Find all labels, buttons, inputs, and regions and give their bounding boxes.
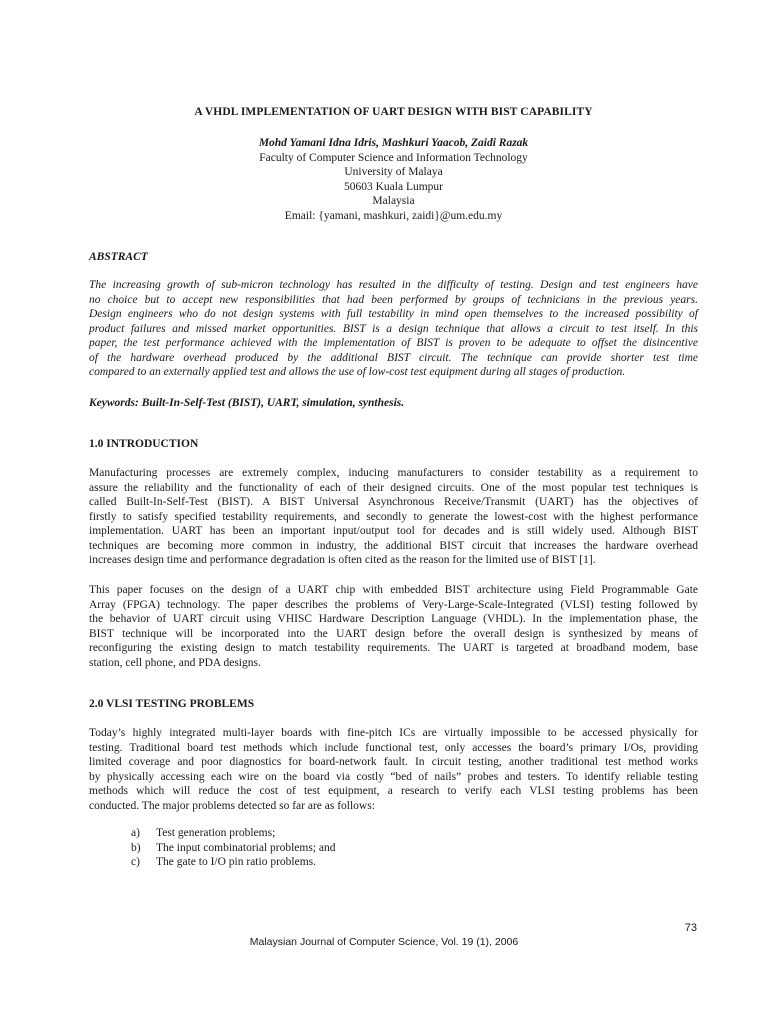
author-block xyxy=(89,136,698,223)
vlsi-line: by physically accessing each wire on the board via costly “bed of nails” probes and testers. To identify reliable testing xyxy=(89,770,698,783)
vlsi-line: testing. Traditional board test methods which include functional test, only accesses the board’s primary I/Os, providing xyxy=(89,741,698,754)
list-marker: b) xyxy=(131,841,141,854)
faculty: Faculty of Computer Science and Information Technology xyxy=(259,151,528,164)
intro-line: the behavior of UART circuit using VHISC Hardware Description Language (VHDL). In the implementation phase, the xyxy=(89,613,698,625)
list-text: The input combinatorial problems; and xyxy=(156,841,336,854)
intro-paragraph-1 xyxy=(89,466,698,568)
abstract-line: The increasing growth of sub-micron technology has resulted in the difficulty of testing. Design and test engineers have xyxy=(89,279,698,291)
list-text: The gate to I/O pin ratio problems. xyxy=(156,856,317,868)
intro-line: increases design time and performance degradation is often cited as the reason for the limited use of BIST [1]. xyxy=(89,554,596,566)
list-item xyxy=(131,855,336,870)
vlsi-paragraph xyxy=(89,726,698,813)
intro-line: Array (FPGA) technology. The paper describes the problems of Very-Large-Scale-Integrated (VLSI) testing followed by xyxy=(89,598,698,611)
authors: Mohd Yamani Idna Idris, Mashkuri Yaacob, Zaidi Razak xyxy=(258,137,529,149)
intro-line: assure the reliability and the functionality of each of their designed circuits. One of the most popular test techniques is xyxy=(89,481,698,494)
intro-line: BIST technique will be incorporated into the UART design before the overall design is synthesized by means of xyxy=(89,627,698,640)
page-number: 73 xyxy=(684,922,697,934)
email: Email: {yamani, mashkuri, zaidi}@um.edu.my xyxy=(284,209,503,222)
intro-heading: 1.0 INTRODUCTION xyxy=(89,438,199,450)
intro-line: implementation. UART has been an important input/output tool for decades and is still widely used. Although BIST xyxy=(89,525,698,537)
abstract-line: of the hardware overhead produced by the additional BIST circuit. The technique can provide shorter test time xyxy=(89,351,698,364)
problem-list xyxy=(131,826,336,870)
paper-title: A VHDL IMPLEMENTATION OF UART DESIGN WITH BIST CAPABILITY xyxy=(194,106,593,118)
abstract-line: product failures and missed market opportunities. BIST is a design technique that allows a circuit to test itself. In this xyxy=(89,322,698,335)
list-text: Test generation problems; xyxy=(156,827,276,839)
abstract-line: paper, the test performance achieved with the implementation of BIST is proven to be adequate to offset the disincentive xyxy=(89,337,698,349)
vlsi-line: methods which will reduce the cost of test equipment, a research to verify each VLSI testing problems has been xyxy=(89,785,698,797)
abstract-line: Design engineers who do not design systems with full testability in mind open themselves to the increased possibility of xyxy=(89,308,698,320)
intro-line: station, cell phone, and PDA designs. xyxy=(89,656,261,669)
list-marker: a) xyxy=(131,827,140,839)
list-marker: c) xyxy=(131,856,140,868)
intro-line: called Built-In-Self-Test (BIST). A BIST Universal Asynchronous Receive/Transmit (UART) has the objectives of xyxy=(89,496,698,508)
list-item xyxy=(131,841,336,856)
keywords: Keywords: Built-In-Self-Test (BIST), UART, simulation, synthesis. xyxy=(89,397,405,409)
postcode-city: 50603 Kuala Lumpur xyxy=(343,180,443,193)
abstract-heading: ABSTRACT xyxy=(89,251,148,263)
intro-line: techniques are becoming more common in industry, the additional BIST circuit that increases the hardware overhead xyxy=(89,539,698,552)
abstract-line: no choice but to accept new responsibilities that had been performed by groups of technicians in the previous years. xyxy=(89,293,698,306)
vlsi-line: limited coverage and poor diagnostics for board-network fault. In circuit testing, another traditional test method works xyxy=(89,756,698,768)
journal-footer: Malaysian Journal of Computer Science, Vol. 19 (1), 2006 xyxy=(249,936,519,948)
intro-line: reconfiguring the existing design to match testability requirements. The UART is targeted at broadband modem, base xyxy=(89,642,698,654)
intro-line: This paper focuses on the design of a UART chip with embedded BIST architecture using Field Programmable Gate xyxy=(89,584,698,596)
university: University of Malaya xyxy=(344,166,443,178)
vlsi-line: Today’s highly integrated multi-layer boards with fine-pitch ICs are virtually impossible to be accessed physically for xyxy=(89,727,698,739)
list-item xyxy=(131,826,336,841)
intro-line: Manufacturing processes are extremely complex, inducing manufacturers to consider testability as a requirement to xyxy=(89,467,698,479)
vlsi-heading: 2.0 VLSI TESTING PROBLEMS xyxy=(89,698,255,710)
intro-paragraph-2 xyxy=(89,583,698,670)
abstract-line: compared to an externally applied test and allows the use of low-cost test equipment during all stages of production. xyxy=(89,366,626,378)
country: Malaysia xyxy=(372,195,415,207)
vlsi-line: conducted. The major problems detected so far are as follows: xyxy=(89,799,375,812)
intro-line: firstly to satisfy specified testability requirements, and secondly to generate the lowest-cost with the highest performance xyxy=(89,510,698,523)
abstract-text xyxy=(89,278,698,380)
